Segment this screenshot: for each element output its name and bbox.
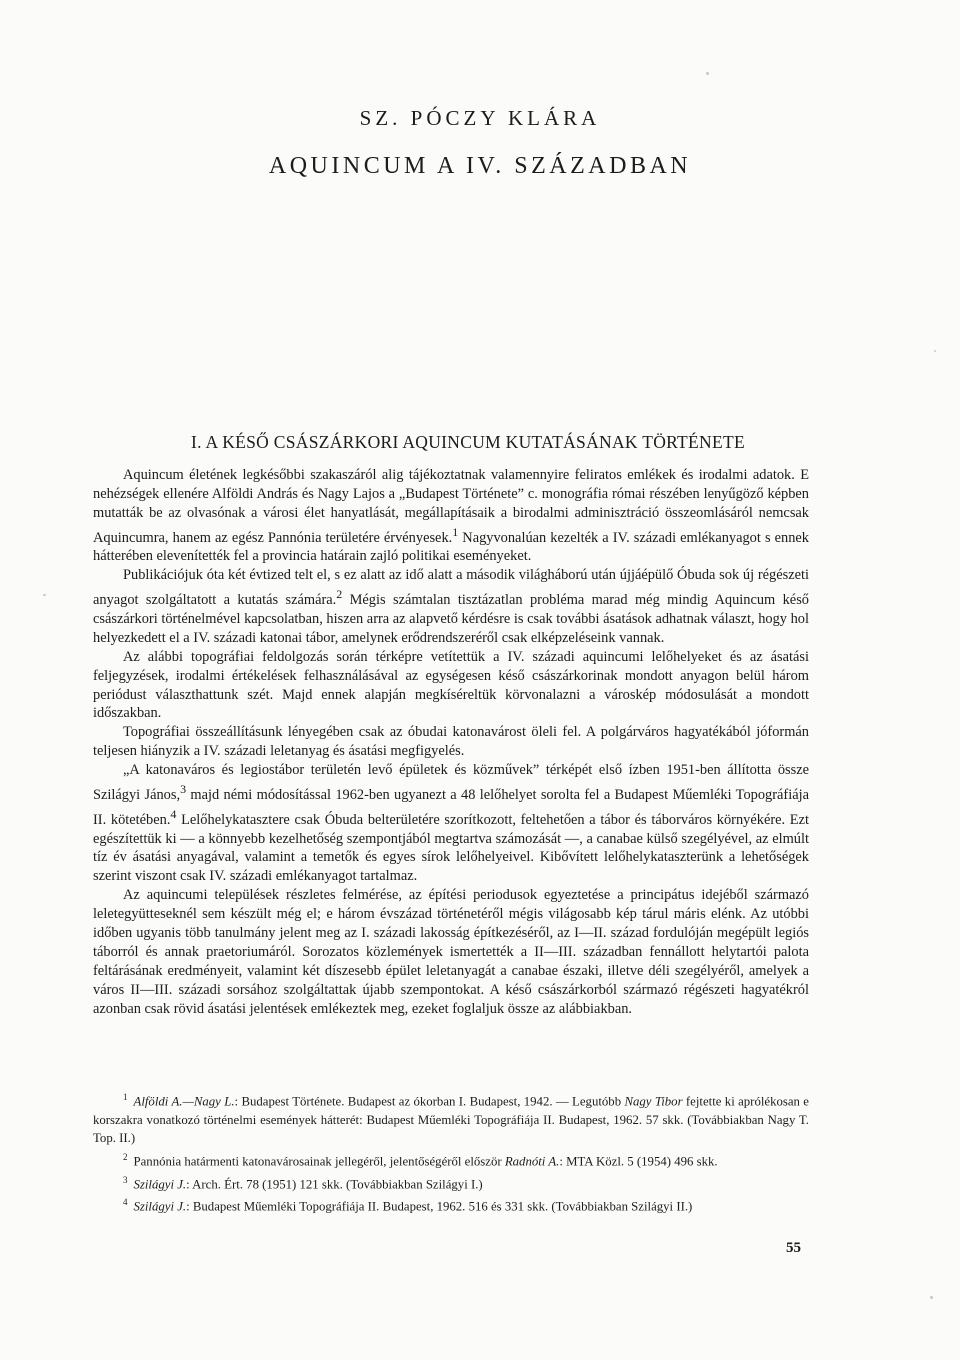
- footnote-number: 2: [123, 1151, 128, 1162]
- footnote-ref[interactable]: 2: [336, 587, 343, 602]
- footnote-author: Radnóti A.: [504, 1154, 560, 1169]
- section-heading: I. A KÉSŐ CSÁSZÁRKORI AQUINCUM KUTATÁSÁNAK TÖRTÉNETE: [191, 432, 745, 452]
- footnote: $^3$ Szilágyi J.: Arch. Ért. 78 (1951) 121 skk. (Továbbiakban Szilágyi I.): [123, 1174, 483, 1191]
- footnote: $^4$ Szilágyi J.: Budapest Műemléki Topográfiája II. Budapest, 1962. 516 és 331 skk. (Továbbiakban Szilágyi II.): [123, 1197, 693, 1214]
- paragraph: Aquincum életének legkésőbbi szakaszáról alig tájékoztatnak valamennyire feliratos emlékek és irodalmi adatok. E nehézségek ellenére Alföldi András és Nagy Lajos a „Budapest Története” c. monográfia római részében lenyűgöző képben mutatták be az olvasónak a városi élet hanyatlását, megállapításaik a birodalmi adminisztráció összeomlásáról nemcsak Aquincumra, hanem az egész Pannónia területére érvényesek.$^1$ Nagyvonalúan kezelték a IV. századi emlékanyagot s ennek hátterében elevenítették fel a provincia határain zajló politikai eseményeket.: [93, 467, 809, 565]
- article-title: AQUINCUM A IV. SZÁZADBAN: [268, 153, 692, 179]
- scan-speck: [706, 72, 709, 75]
- scan-speck: [930, 1296, 933, 1299]
- scan-speck: [934, 350, 936, 352]
- paragraph: „A katonaváros és legiostábor területén levő épületek és közművek” térképét első ízben 1951-ben állította össze Szilágyi János,$^3$ majd némi módosítással 1962-ben ugyanezt a 48 lelőhelyet sorolta fel a Budapest Műemléki Topográfiája II. kötetében.$^4$ Lelőhelykataszterе csak Óbuda belterületére szorítkozott, feltehetően a tábor és táborváros környékére. Ezt egészítettük ki — a könnyebb kezelhetőség szempontjából megtartva számozását —, a canabae külső szegélyével, az elmúlt tíz év ásatási anyagával, valamint a temetők és egyes sírok lelőhelyeivel. Kibővített lelőhelykataszterünk a lehetőségek szerint viszont csak IV. századi emlékanyagot tartalmaz.: [93, 762, 809, 885]
- article-body: [93, 466, 809, 1019]
- footnote-number: 3: [123, 1174, 128, 1185]
- footnote-number: 4: [123, 1197, 128, 1208]
- footnote-author: Szilágyi J.: [133, 1176, 187, 1191]
- footnote-author: Alföldi A.—Nagy L.: [133, 1094, 235, 1109]
- footnote-author: Szilágyi J.: [133, 1199, 187, 1214]
- footnote-author: Nagy Tibor: [624, 1094, 683, 1109]
- paragraph: Publikációjuk óta két évtized telt el, s ez alatt az idő alatt a második világháború után újjáépülő Óbuda sok új régészeti anyagot szolgáltatott a kutatás számára.$^2$ Mégis számtalan tisztázatlan probléma marad még mindig Aquincum késő császárkori történelmével kapcsolatban, hiszen arra az alapvető kérdésre is csak további ásatások adhatnak választ, hogy hol helyezkedett el a IV. századi katonai tábor, amelynek erődrendszeréről csak elképzeléseink vannak.: [93, 567, 809, 646]
- scan-speck: [43, 594, 46, 596]
- footnotes: [93, 1088, 809, 1216]
- footnote: $^1$ Alföldi A.—Nagy L.: Budapest Története. Budapest az ókorban I. Budapest, 1942. — Legutóbb Nagy Tibor fejtette ki aprólékosan e korszakra vonatkozó történelmi események hátterét: Budapest Műemléki Topográfiája II. Budapest, 1962. 57 skk. (Továbbiakban Nagy T. Top. II.): [93, 1092, 809, 1146]
- paragraph: Topográfiai összeállításunk lényegében csak az óbudai katonavárost öleli fel. A polgárváros hagyatékából jóformán teljesen hiányzik a IV. századi leletanyag és ásatási megfigyelés.: [93, 724, 809, 760]
- paragraph: Az alábbi topográfiai feldolgozás során térképre vetítettük a IV. századi aquincumi lelőhelyeket és az ásatási feljegyzések, irodalmi értékelések felhasználásával az egységesen késő császárkorinak mondott anyagon belül három periódust választhattunk szét. Majd ennek alapján megkíséreltük körvonalazni a városkép módosulását a mondott időszakban.: [93, 648, 809, 722]
- footnote-ref[interactable]: 3: [180, 782, 187, 797]
- footnote-ref[interactable]: 4: [170, 806, 177, 821]
- footnote-number: 1: [123, 1092, 128, 1102]
- page-number: 55: [786, 1240, 801, 1256]
- article-author: SZ. PÓCZY KLÁRA: [359, 106, 601, 130]
- footnote: $^2$ Pannónia határmenti katonavárosainak jellegéről, jelentőségéről először Radnóti A.: MTA Közl. 5 (1954) 496 skk.: [123, 1151, 718, 1169]
- footnote-ref[interactable]: 1: [452, 524, 459, 539]
- paragraph: Az aquincumi települések részletes felmérése, az építési periodusok egyeztetése a principátus idejéből származó leletegyüttesеknél sem készült még el; e három évszázad történetéről mégis világosabb kép tárul máris elénk. Az utóbbi időben ugyanis több tanulmány jelent meg az I. századi lakosság építkezéséről, az I—II. század fordulóján megépült legiós táborról és annak praetoriumáról. Sorozatos közlemények ismertették a II—III. században fennállott helytartói palota feltárásának eredményeit, valamint két díszesebb épület leletanyagát a canabae északi, illetve déli szegélyéről, amelyek a város II—III. századi sorsához szolgáltattak újabb szempontokat. A késő császárkorból származó régészeti hagyatékról azonban csak rövid ásatási jelentések emlékeztek meg, ezeket foglaljuk össze az alábbiakban.: [93, 887, 809, 1017]
